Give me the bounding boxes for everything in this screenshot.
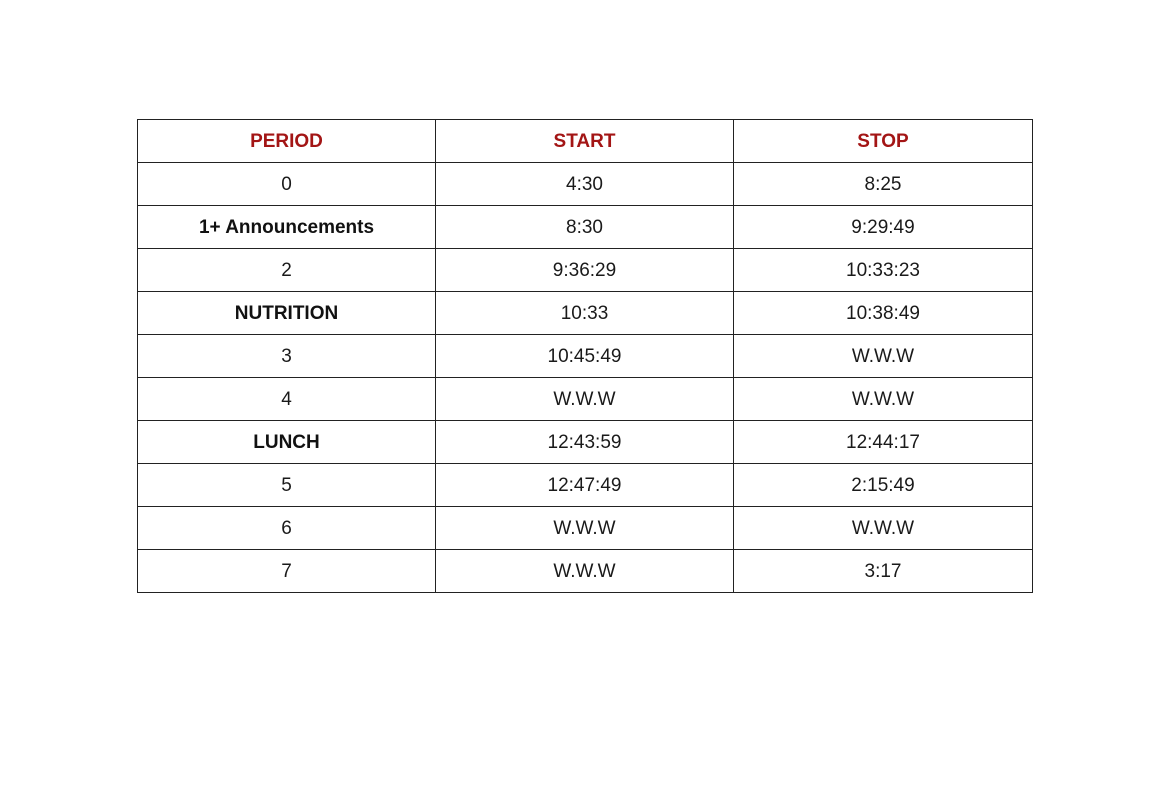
stop-cell: 10:33:23	[734, 249, 1033, 292]
start-cell: 9:36:29	[436, 249, 734, 292]
stop-cell: W.W.W	[734, 378, 1033, 421]
table-row	[138, 206, 1033, 249]
header-row	[138, 120, 1033, 163]
start-cell: 4:30	[436, 163, 734, 206]
start-cell: 8:30	[436, 206, 734, 249]
period-cell: 5	[138, 464, 436, 507]
table-row	[138, 249, 1033, 292]
bell-schedule-table	[137, 119, 1033, 593]
table-row	[138, 421, 1033, 464]
table-row	[138, 163, 1033, 206]
stop-cell: 9:29:49	[734, 206, 1033, 249]
stop-cell: W.W.W	[734, 507, 1033, 550]
period-cell: NUTRITION	[138, 292, 436, 335]
start-cell: 10:45:49	[436, 335, 734, 378]
period-cell: 1+ Announcements	[138, 206, 436, 249]
start-cell: W.W.W	[436, 507, 734, 550]
column-header-stop: STOP	[734, 120, 1033, 163]
start-cell: 12:47:49	[436, 464, 734, 507]
table-row	[138, 507, 1033, 550]
period-cell: 6	[138, 507, 436, 550]
table-row	[138, 335, 1033, 378]
stop-cell: 2:15:49	[734, 464, 1033, 507]
period-cell: LUNCH	[138, 421, 436, 464]
start-cell: 12:43:59	[436, 421, 734, 464]
period-cell: 3	[138, 335, 436, 378]
table-row	[138, 378, 1033, 421]
period-cell: 0	[138, 163, 436, 206]
stop-cell: 3:17	[734, 550, 1033, 593]
start-cell: W.W.W	[436, 378, 734, 421]
stop-cell: 10:38:49	[734, 292, 1033, 335]
table-row	[138, 292, 1033, 335]
column-header-period: PERIOD	[138, 120, 436, 163]
stop-cell: 8:25	[734, 163, 1033, 206]
table-row	[138, 464, 1033, 507]
start-cell: W.W.W	[436, 550, 734, 593]
start-cell: 10:33	[436, 292, 734, 335]
period-cell: 4	[138, 378, 436, 421]
stop-cell: W.W.W	[734, 335, 1033, 378]
period-cell: 7	[138, 550, 436, 593]
stop-cell: 12:44:17	[734, 421, 1033, 464]
column-header-start: START	[436, 120, 734, 163]
period-cell: 2	[138, 249, 436, 292]
table-row	[138, 550, 1033, 593]
